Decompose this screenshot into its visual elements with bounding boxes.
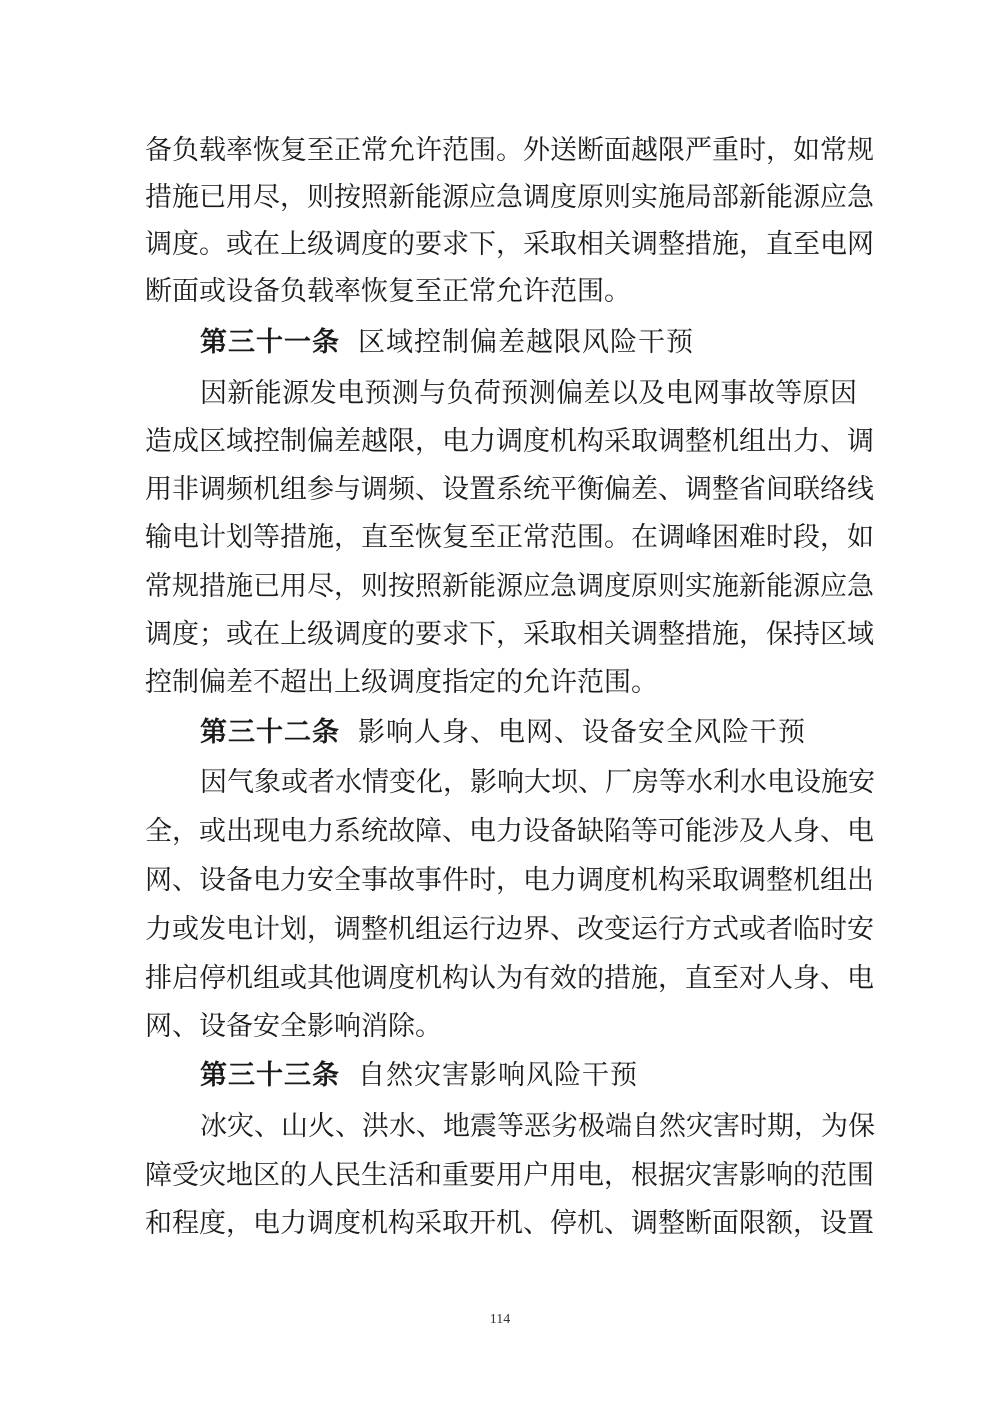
- paragraph-line: 排启停机组或其他调度机构认为有效的措施，直至对人身、电: [145, 963, 874, 994]
- article-number: 第三十一条: [200, 327, 340, 358]
- article-title: 影响人身、电网、设备安全风险干预: [358, 717, 806, 748]
- article-number: 第三十三条: [200, 1060, 340, 1091]
- paragraph-line: 造成区域控制偏差越限，电力调度机构采取调整机组出力、调: [145, 426, 874, 457]
- paragraph-line: 网、设备电力安全事故事件时，电力调度机构采取调整机组出: [145, 865, 874, 896]
- article-heading: [200, 319, 857, 367]
- paragraph-line: 冰灾、山火、洪水、地震等恶劣极端自然灾害时期，为保: [200, 1111, 875, 1142]
- paragraph-line: 备负载率恢复至正常允许范围。外送断面越限严重时，如常规: [145, 135, 874, 166]
- article-number: 第三十二条: [200, 717, 340, 748]
- paragraph-line: 用非调频机组参与调频、设置系统平衡偏差、调整省间联络线: [145, 474, 874, 505]
- article-heading: [200, 709, 857, 757]
- paragraph-line: 控制偏差不超出上级调度指定的允许范围。: [145, 667, 658, 698]
- paragraph-line: 力或发电计划，调整机组运行边界、改变运行方式或者临时安: [145, 914, 874, 945]
- paragraph-line: 输电计划等措施，直至恢复至正常范围。在调峰困难时段，如: [145, 522, 874, 553]
- paragraph-line: 障受灾地区的人民生活和重要用户用电，根据灾害影响的范围: [145, 1160, 874, 1191]
- article-heading: [200, 1052, 857, 1100]
- page-number: 114: [489, 1312, 511, 1327]
- paragraph-line: 和程度，电力调度机构采取开机、停机、调整断面限额，设置: [145, 1208, 874, 1239]
- paragraph-line: 因新能源发电预测与负荷预测偏差以及电网事故等原因: [200, 378, 857, 409]
- paragraph-line: 调度；或在上级调度的要求下，采取相关调整措施，保持区域: [145, 619, 874, 650]
- paragraph-line: 措施已用尽，则按照新能源应急调度原则实施局部新能源应急: [145, 182, 874, 213]
- paragraph-line: 网、设备安全影响消除。: [145, 1011, 442, 1042]
- paragraph-line: 常规措施已用尽，则按照新能源应急调度原则实施新能源应急: [145, 571, 874, 602]
- paragraph-line: 调度。或在上级调度的要求下，采取相关调整措施，直至电网: [145, 229, 874, 260]
- article-title: 自然灾害影响风险干预: [358, 1060, 638, 1091]
- article-title: 区域控制偏差越限风险干预: [358, 327, 694, 358]
- paragraph-line: 断面或设备负载率恢复至正常允许范围。: [145, 276, 631, 307]
- paragraph-line: 全，或出现电力系统故障、电力设备缺陷等可能涉及人身、电: [145, 816, 874, 847]
- paragraph-line: 因气象或者水情变化，影响大坝、厂房等水利水电设施安: [200, 767, 875, 798]
